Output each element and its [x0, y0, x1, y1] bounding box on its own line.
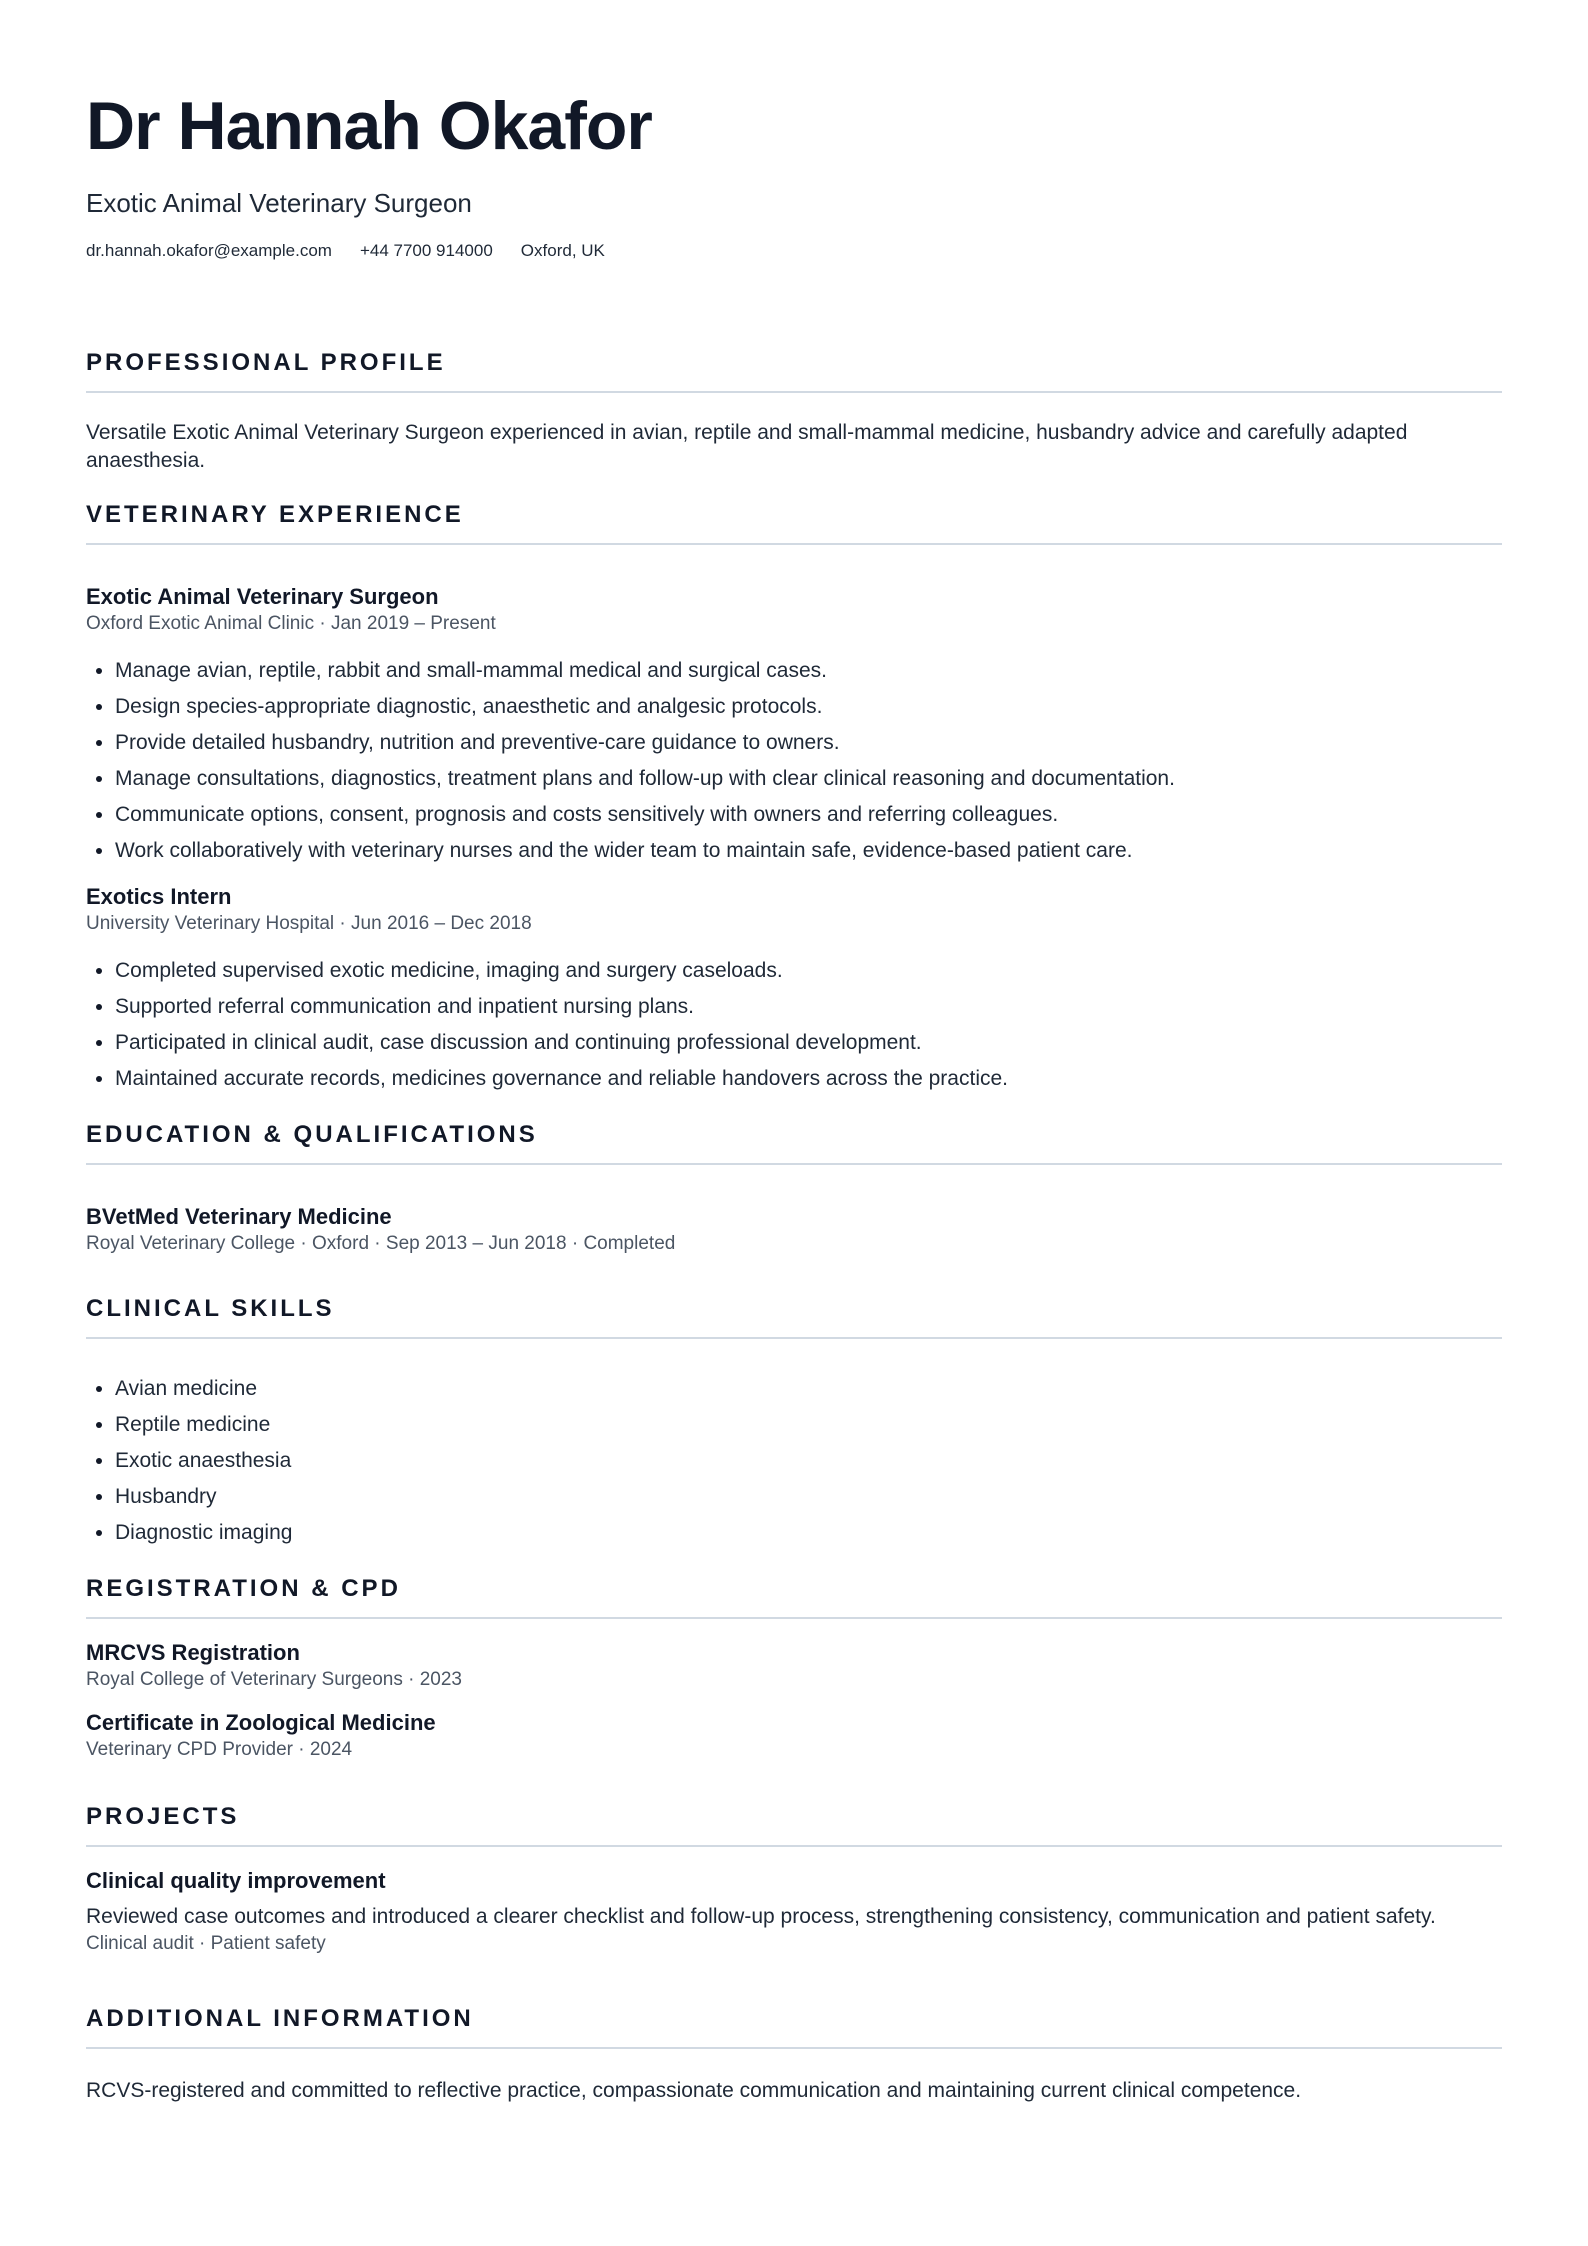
registration-meta: Royal College of Veterinary Surgeons · 2023	[86, 1669, 463, 1690]
list-item: • Completed supervised exotic medicine, imaging and surgery caseloads.	[115, 953, 1502, 989]
job-title: Exotic Animal Veterinary Surgeon	[86, 584, 439, 609]
job-entry	[86, 883, 1502, 1097]
section-experience	[86, 501, 1502, 1097]
profile-text: Versatile Exotic Animal Veterinary Surgeon experienced in avian, reptile and small-mammal medicine, husbandry advice and carefully adapted anaesthesia.	[86, 421, 1408, 472]
list-item: • Supported referral communication and inpatient nursing plans.	[115, 989, 1502, 1025]
section-heading: ADDITIONAL INFORMATION	[86, 2005, 1502, 2049]
list-item: • Work collaboratively with veterinary nurses and the wider team to maintain safe, evidence-based patient care.	[115, 833, 1502, 869]
section-heading: VETERINARY EXPERIENCE	[86, 501, 1502, 545]
section-heading: CLINICAL SKILLS	[86, 1295, 1502, 1339]
section-education	[86, 1121, 1502, 1257]
job-bullets	[86, 953, 1502, 1097]
section-heading: PROJECTS	[86, 1803, 1502, 1847]
job-title: Exotics Intern	[86, 884, 232, 909]
contact-phone[interactable]: +44 7700 914000	[359, 241, 493, 260]
job-entry	[86, 583, 1502, 869]
section-additional	[86, 2005, 1502, 2105]
job-meta: University Veterinary Hospital · Jun 2016 – Dec 2018	[86, 913, 532, 934]
list-item: • Husbandry	[115, 1479, 1502, 1515]
candidate-title: Exotic Animal Veterinary Surgeon	[86, 188, 472, 218]
list-item: • Provide detailed husbandry, nutrition and preventive-care guidance to owners.	[115, 725, 1502, 761]
section-profile	[86, 349, 1502, 475]
section-registration	[86, 1575, 1502, 1763]
list-item: • Manage consultations, diagnostics, treatment plans and follow-up with clear clinical reasoning and documentation.	[115, 761, 1502, 797]
project-text: Reviewed case outcomes and introduced a clearer checklist and follow-up process, strengthening consistency, communication and patient safety.	[86, 1905, 1436, 1928]
section-projects	[86, 1803, 1502, 1957]
list-item: • Exotic anaesthesia	[115, 1443, 1502, 1479]
list-item: • Manage avian, reptile, rabbit and small-mammal medical and surgical cases.	[115, 653, 1502, 689]
list-item: • Maintained accurate records, medicines governance and reliable handovers across the practice.	[115, 1061, 1502, 1097]
section-heading: REGISTRATION & CPD	[86, 1575, 1502, 1619]
registration-meta: Veterinary CPD Provider · 2024	[86, 1739, 353, 1760]
project-title: Clinical quality improvement	[86, 1868, 386, 1893]
education-entry	[86, 1203, 1502, 1257]
contact-location: Oxford, UK	[520, 241, 605, 260]
section-skills	[86, 1295, 1502, 1551]
registration-title: Certificate in Zoological Medicine	[86, 1710, 436, 1735]
list-item: • Design species-appropriate diagnostic, anaesthetic and analgesic protocols.	[115, 689, 1502, 725]
project-meta: Clinical audit · Patient safety	[86, 1933, 326, 1954]
list-item: • Reptile medicine	[115, 1407, 1502, 1443]
education-meta: Royal Veterinary College · Oxford · Sep 2013 – Jun 2018 · Completed	[86, 1233, 676, 1254]
contact-email[interactable]: dr.hannah.okafor@example.com	[86, 241, 332, 260]
resume-header	[86, 88, 1502, 261]
section-heading: PROFESSIONAL PROFILE	[86, 349, 1502, 393]
list-item: • Diagnostic imaging	[115, 1515, 1502, 1551]
section-heading: EDUCATION & QUALIFICATIONS	[86, 1121, 1502, 1165]
registration-entry	[86, 1709, 1502, 1763]
contact-line	[86, 241, 1502, 261]
registration-entry	[86, 1639, 1502, 1693]
list-item: • Participated in clinical audit, case discussion and continuing professional development.	[115, 1025, 1502, 1061]
list-item: • Avian medicine	[115, 1371, 1502, 1407]
additional-text: RCVS-registered and committed to reflective practice, compassionate communication and maintaining current clinical competence.	[86, 2079, 1302, 2102]
project-entry	[86, 1867, 1502, 1957]
skills-list	[86, 1371, 1502, 1551]
job-meta: Oxford Exotic Animal Clinic · Jan 2019 – Present	[86, 613, 496, 634]
job-bullets	[86, 653, 1502, 869]
list-item: • Communicate options, consent, prognosis and costs sensitively with owners and referring colleagues.	[115, 797, 1502, 833]
registration-title: MRCVS Registration	[86, 1640, 300, 1665]
candidate-name: Dr Hannah Okafor	[86, 88, 652, 164]
education-title: BVetMed Veterinary Medicine	[86, 1204, 392, 1229]
